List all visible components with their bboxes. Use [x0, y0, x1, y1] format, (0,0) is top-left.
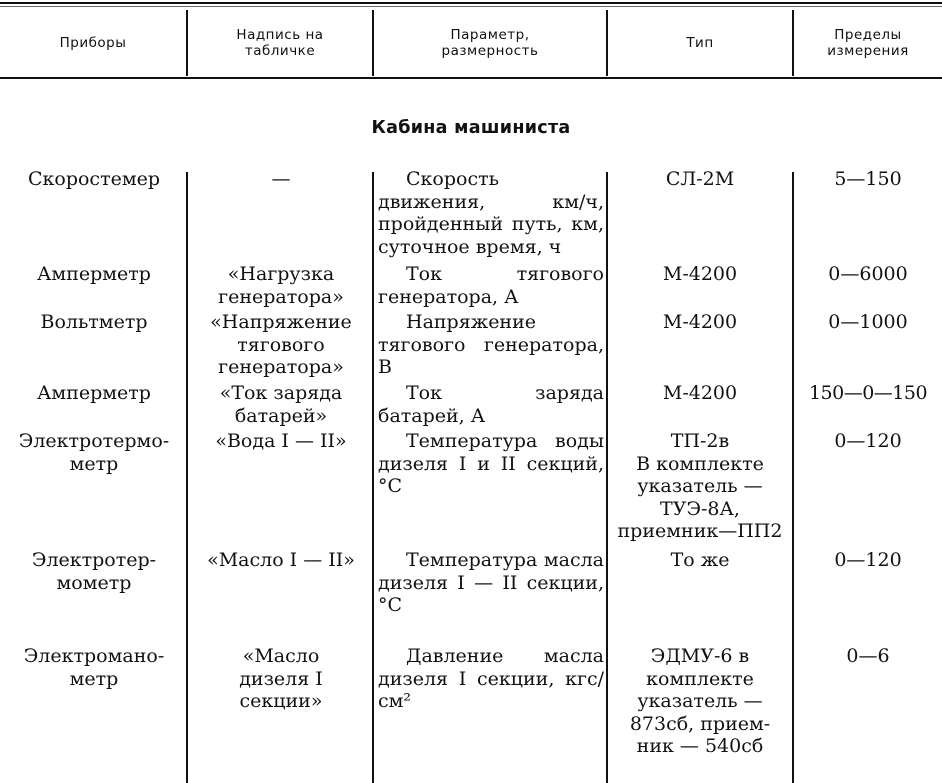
device-type: ТП-2в В комплекте указатель — ТУЭ-8А, приемник—ПП2 [617, 430, 783, 542]
header-devices: Приборы [59, 35, 127, 51]
header-type: Тип [686, 35, 714, 51]
top-rule [0, 2, 942, 4]
device-type: М-4200 [662, 382, 738, 404]
device-name: Амперметр [37, 263, 151, 285]
device-type: СЛ-2М [665, 168, 735, 190]
parameter: Температура воды дизеля I и II секций, °С [378, 430, 604, 497]
device-name: Электротермо- метр [18, 430, 170, 475]
device-type: ЭДМУ-6 в комплекте указатель — 873сб, прием- ник — 540сб [629, 645, 771, 757]
plate-label: «Нагрузка генератора» [218, 263, 344, 308]
device-name: Скоростемер [27, 168, 161, 190]
measure-range: 150—0—150 [808, 382, 928, 404]
header-parameter: Параметр, размерность [441, 27, 539, 59]
plate-label: «Напряжение тягового генератора» [210, 311, 352, 378]
header-plate-label: Надпись на табличке [236, 27, 324, 59]
measure-range: 0—120 [834, 430, 902, 452]
measure-range: 0—1000 [828, 311, 908, 333]
parameter: Давление масла дизеля I секции, кгс/см² [378, 645, 604, 712]
section-title: Кабина машиниста [371, 118, 571, 138]
measure-range: 0—6 [846, 645, 890, 667]
header-range: Пределы измерения [827, 27, 909, 59]
body-divider-2 [372, 172, 374, 783]
plate-label: — [271, 168, 291, 190]
header-bottom-rule [0, 77, 942, 79]
device-type: То же [670, 549, 730, 571]
device-name: Электромано- метр [23, 645, 165, 690]
device-name: Электротер- мометр [31, 549, 157, 594]
plate-label: «Масло I — II» [207, 549, 355, 571]
measure-range: 5—150 [834, 168, 902, 190]
plate-label: «Вода I — II» [215, 430, 347, 452]
device-type: М-4200 [662, 311, 738, 333]
measure-range: 0—120 [834, 549, 902, 571]
parameter: Ток заряда батарей, А [378, 382, 604, 427]
device-name: Вольтметр [40, 311, 148, 333]
parameter: Ток тягового генератора, А [378, 263, 604, 308]
parameter: Скорость движения, км/ч, пройденный путь, км, суточное время, ч [378, 168, 604, 258]
parameter: Напряжение тягового генератора, В [378, 311, 604, 378]
device-type: М-4200 [662, 263, 738, 285]
top-rule-inner [0, 6, 942, 7]
device-name: Амперметр [37, 382, 151, 404]
body-divider-1 [186, 172, 188, 783]
plate-label: «Ток заряда батарей» [219, 382, 343, 427]
plate-label: «Масло дизеля I секции» [239, 645, 323, 712]
measure-range: 0—6000 [828, 263, 908, 285]
parameter: Температура масла дизеля I — II секции, °С [378, 549, 604, 616]
